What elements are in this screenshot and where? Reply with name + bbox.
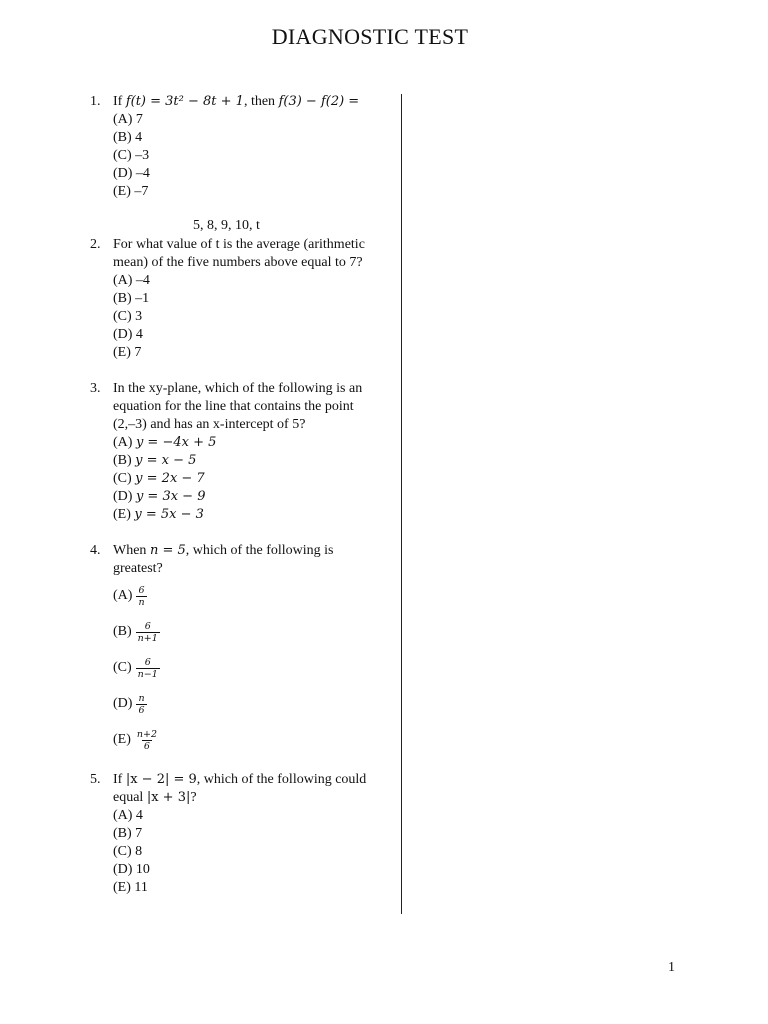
answer-choice: (B) $\frac{6}{n+1}$ <box>113 620 158 644</box>
question-3 <box>90 380 390 524</box>
question-stem: If f(t) = 3t² − 8t + 1, then f(3) − f(2) = <box>113 94 360 109</box>
question-stem-line: In the xy-plane, which of the following is an <box>113 381 363 396</box>
question-stem-line: mean) of the five numbers above equal to 7? <box>113 255 363 270</box>
answer-choice: (A) y = −4x + 5 <box>113 435 217 450</box>
answer-choice: (B) –1 <box>113 291 150 306</box>
answer-choice: (A) 4 <box>113 808 143 823</box>
answer-choice: (B) y = x − 5 <box>113 453 197 468</box>
answer-choice: (D) 10 <box>113 862 150 877</box>
question-number: 2. <box>90 237 101 252</box>
page-number: 1 <box>668 960 675 975</box>
answer-choice: (C) 8 <box>113 844 143 859</box>
difference-expression: f(3) − f(2) = <box>278 94 360 109</box>
fraction: $\frac{6}{n}$ <box>138 584 145 608</box>
answer-choice: (A) 7 <box>113 112 143 127</box>
question-4 <box>90 542 390 758</box>
fraction: $\frac{6}{n-1}$ <box>137 656 158 680</box>
question-stem-line: If |x − 2| = 9, which of the following could <box>113 772 367 787</box>
answer-choice: (B) 4 <box>113 130 143 145</box>
answer-choice: (B) 7 <box>113 826 143 841</box>
answer-choice: (E) $\frac{n+2}{6}$ <box>113 728 158 752</box>
answer-choice: (C) $\frac{6}{n-1}$ <box>113 656 158 680</box>
column-divider <box>401 94 402 914</box>
question-1 <box>90 93 390 201</box>
answer-choice: (D) y = 3x − 9 <box>113 489 206 504</box>
fraction: $\frac{n+2}{6}$ <box>136 728 158 752</box>
question-number: 5. <box>90 772 101 787</box>
question-stem-line: greatest? <box>113 561 163 576</box>
answer-choice: (A) $\frac{6}{n}$ <box>113 584 145 608</box>
answer-choice: (C) y = 2x − 7 <box>113 471 205 486</box>
function-expression: f(t) = 3t² − 8t + 1 <box>125 94 244 109</box>
answer-choice: (D) 4 <box>113 327 143 342</box>
given-number-list: 5, 8, 9, 10, t <box>193 218 260 233</box>
answer-choice: (E) 7 <box>113 345 142 360</box>
question-stem-line: equation for the line that contains the point <box>113 399 354 414</box>
answer-choice: (E) –7 <box>113 184 149 199</box>
fraction: $\frac{6}{n+1}$ <box>137 620 158 644</box>
fraction: $\frac{n}{6}$ <box>138 692 145 716</box>
question-stem-line: When n = 5, which of the following is <box>113 543 334 558</box>
answer-choice: (A) –4 <box>113 273 150 288</box>
answer-choice: (E) 11 <box>113 880 148 895</box>
question-5 <box>90 771 390 897</box>
answer-choice: (D) $\frac{n}{6}$ <box>113 692 145 716</box>
answer-choice: (C) –3 <box>113 148 150 163</box>
question-2 <box>90 236 390 362</box>
question-stem-line: equal |x + 3|? <box>113 790 197 805</box>
question-stem-line: (2,–3) and has an x-intercept of 5? <box>113 417 306 432</box>
question-number: 3. <box>90 381 101 396</box>
question-number: 1. <box>90 94 101 109</box>
answer-choice: (C) 3 <box>113 309 143 324</box>
page-title: DIAGNOSTIC TEST <box>271 24 469 49</box>
answer-choice: (D) –4 <box>113 166 150 181</box>
question-number: 4. <box>90 543 101 558</box>
answer-choice: (E) y = 5x − 3 <box>113 507 204 522</box>
question-stem-line: For what value of t is the average (arithmetic <box>113 237 365 252</box>
